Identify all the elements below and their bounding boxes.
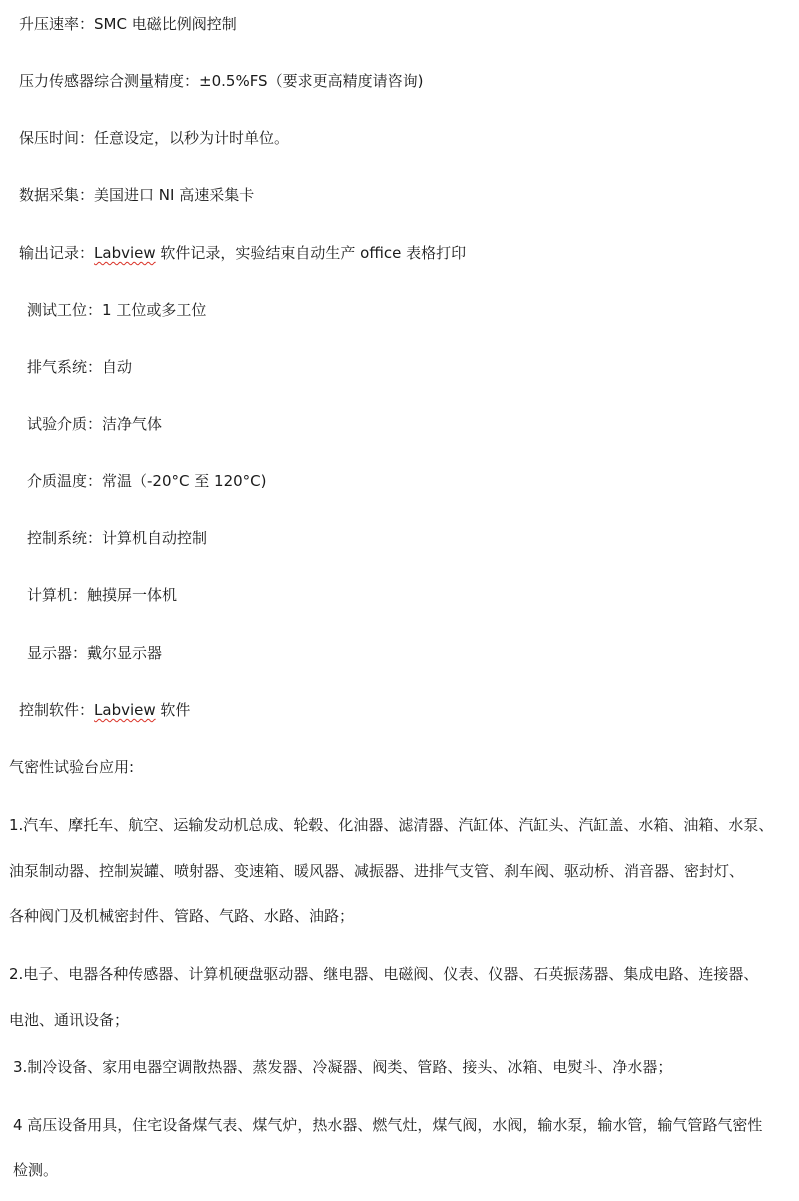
spec-value: 软件 (155, 701, 191, 719)
spec-row (27, 357, 132, 377)
spec-label: 显示器： (27, 644, 88, 662)
spec-row (19, 128, 289, 148)
spec-label: 输出记录： (19, 244, 95, 262)
spec-row (19, 71, 423, 91)
spec-label: 控制系统： (27, 529, 103, 547)
spec-value: 计算机自动控制 (102, 529, 208, 547)
spec-label: 排气系统： (27, 358, 103, 376)
spec-row (27, 414, 162, 434)
spec-row (27, 471, 266, 491)
spec-row (19, 243, 466, 263)
spec-value: 常温（-20°C 至 120°C) (102, 472, 267, 490)
spec-label: 保压时间： (19, 129, 95, 147)
spec-value: ±0.5%FS（要求更高精度请咨询) (199, 72, 424, 90)
spec-row (19, 700, 190, 720)
spec-value: 软件记录，实验结束自动生产 office 表格打印 (155, 244, 467, 262)
spec-label: 升压速率： (19, 15, 95, 33)
spec-label: 介质温度： (27, 472, 103, 490)
application-line: 油泵制动器、控制炭罐、喷射器、变速箱、暖风器、减振器、进排气支管、刹车阀、驱动桥、消音器、密封灯、 (9, 862, 745, 880)
spec-value: 自动 (102, 358, 133, 376)
spec-label: 压力传感器综合测量精度： (19, 72, 200, 90)
applications-heading: 气密性试验台应用: (9, 758, 135, 776)
spec-value: 触摸屏一体机 (87, 586, 178, 604)
spec-row (19, 14, 237, 34)
spec-row (27, 643, 162, 663)
spec-row (27, 300, 206, 320)
spec-row (27, 585, 177, 605)
spec-label: 测试工位： (27, 301, 103, 319)
application-line: 电池、通讯设备； (9, 1011, 130, 1029)
spell-flagged-word: Labview (94, 244, 156, 262)
application-line: 各种阀门及机械密封件、管路、气路、水路、油路； (9, 907, 355, 925)
spec-value: 美国进口 NI 高速采集卡 (94, 186, 255, 204)
application-line: 4 高压设备用具，住宅设备煤气表、煤气炉，热水器、燃气灶，煤气阀，水阀，输水泵，输水管，输气管路气密性 (13, 1116, 763, 1134)
spec-value: SMC 电磁比例阀控制 (94, 15, 237, 33)
application-line: 检测。 (13, 1161, 59, 1179)
spec-label: 计算机： (27, 586, 88, 604)
application-line: 3.制冷设备、家用电器空调散热器、蒸发器、冷凝器、阀类、管路、接头、冰箱、电熨斗、净水器； (13, 1058, 673, 1076)
spec-value: 1 工位或多工位 (102, 301, 207, 319)
spec-label: 控制软件： (19, 701, 95, 719)
spec-row (19, 185, 254, 205)
application-line: 2.电子、电器各种传感器、计算机硬盘驱动器、继电器、电磁阀、仪表、仪器、石英振荡器、集成电路、连接器、 (9, 965, 759, 983)
spec-value: 戴尔显示器 (87, 644, 163, 662)
spec-row (27, 528, 207, 548)
spec-label: 试验介质： (27, 415, 103, 433)
spec-value: 任意设定，以秒为计时单位。 (94, 129, 290, 147)
spec-value: 洁净气体 (102, 415, 163, 433)
application-line: 1.汽车、摩托车、航空、运输发动机总成、轮毂、化油器、滤清器、汽缸体、汽缸头、汽缸盖、水箱、油箱、水泵、 (9, 816, 774, 834)
spec-label: 数据采集： (19, 186, 95, 204)
spell-flagged-word: Labview (94, 701, 156, 719)
